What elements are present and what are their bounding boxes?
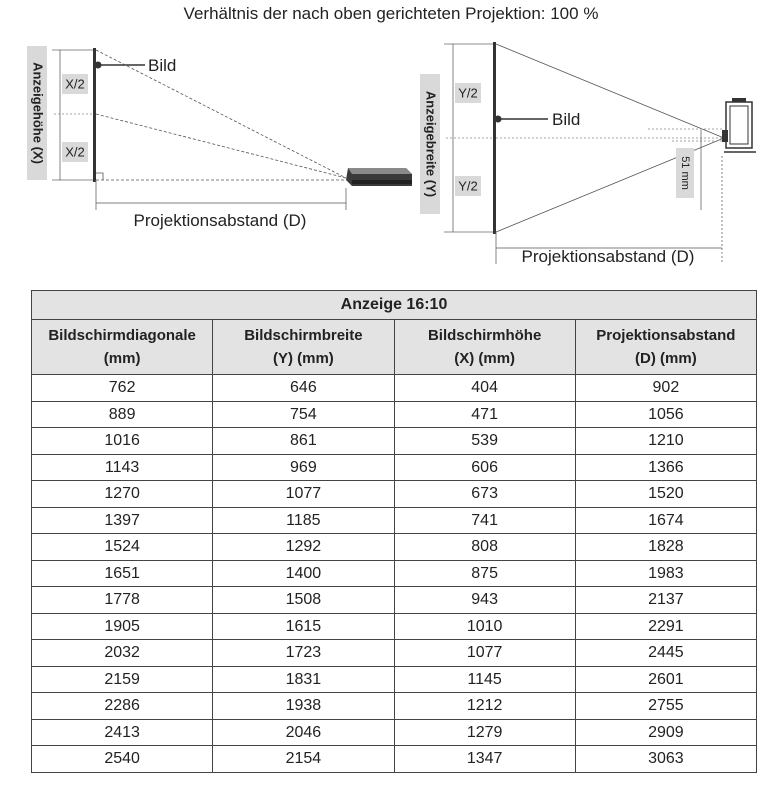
right-screen [493, 42, 496, 234]
table-cell: 1828 [575, 534, 756, 561]
table-cell: 2159 [32, 666, 213, 693]
table-row [32, 719, 757, 746]
table-cell: 2601 [575, 666, 756, 693]
left-screen [93, 48, 96, 182]
table-row [32, 613, 757, 640]
table-cell: 1056 [575, 401, 756, 428]
table-cell: 2137 [575, 587, 756, 614]
right-half-top: Y/2 [458, 85, 478, 101]
right-offset-label: 51 mm [679, 156, 692, 190]
left-projector [346, 168, 412, 186]
table-row [32, 666, 757, 693]
table-cell: 1347 [394, 746, 575, 773]
table-cell: 2755 [575, 693, 756, 720]
table-row [32, 375, 757, 402]
column-header [32, 320, 213, 375]
column-header-line1: Projektionsabstand [596, 327, 736, 344]
table-cell: 404 [394, 375, 575, 402]
table-row [32, 534, 757, 561]
column-header-line2: (Y) (mm) [272, 350, 334, 367]
table-cell: 902 [575, 375, 756, 402]
table-cell: 1938 [213, 693, 394, 720]
table-row [32, 401, 757, 428]
left-image-label: Bild [148, 56, 177, 75]
table-cell: 1508 [213, 587, 394, 614]
table-row [32, 640, 757, 667]
table-cell: 1520 [575, 481, 756, 508]
table-cell: 606 [394, 454, 575, 481]
table-row [32, 746, 757, 773]
table-cell: 1651 [32, 560, 213, 587]
column-header-line2: (mm) [103, 350, 141, 367]
column-header-line1: Bildschirmhöhe [427, 327, 542, 344]
table-cell: 2286 [32, 693, 213, 720]
table-cell: 889 [32, 401, 213, 428]
table-cell: 1292 [213, 534, 394, 561]
table-cell: 2032 [32, 640, 213, 667]
right-distance-label: Projektionsabstand (D) [521, 247, 695, 266]
table-cell: 2909 [575, 719, 756, 746]
table-cell: 1143 [32, 454, 213, 481]
table-row [32, 587, 757, 614]
table-cell: 1212 [394, 693, 575, 720]
table-cell: 762 [32, 375, 213, 402]
right-image-label: Bild [552, 110, 581, 129]
right-diagram [420, 42, 756, 266]
table-cell: 1010 [394, 613, 575, 640]
column-header [575, 320, 756, 375]
table-cell: 2291 [575, 613, 756, 640]
left-axis-label: Anzeigehöhe (X) [30, 62, 46, 164]
table-cell: 1145 [394, 666, 575, 693]
table-body [32, 375, 757, 773]
table-cell: 2413 [32, 719, 213, 746]
table-cell: 471 [394, 401, 575, 428]
table-cell: 943 [394, 587, 575, 614]
table-title: Anzeige 16:10 [32, 291, 757, 320]
table-cell: 646 [213, 375, 394, 402]
table-cell: 861 [213, 428, 394, 455]
table-cell: 741 [394, 507, 575, 534]
table-row [32, 454, 757, 481]
table-cell: 1674 [575, 507, 756, 534]
table-cell: 1077 [213, 481, 394, 508]
table-row [32, 693, 757, 720]
table-header-row [32, 320, 757, 375]
left-half-bottom: X/2 [65, 144, 85, 160]
page-title: Verhältnis der nach oben gerichteten Projektion: 100 % [183, 4, 599, 23]
spec-table [31, 290, 757, 773]
right-half-bottom: Y/2 [458, 178, 478, 194]
table-row [32, 560, 757, 587]
left-diagram [27, 46, 412, 230]
column-header-line1: Bildschirmdiagonale [48, 327, 196, 344]
table-cell: 1723 [213, 640, 394, 667]
table-cell: 875 [394, 560, 575, 587]
column-header-line2: (X) (mm) [454, 350, 516, 367]
table-cell: 1185 [213, 507, 394, 534]
table-row [32, 428, 757, 455]
column-header-line2: (D) (mm) [635, 350, 697, 367]
table-cell: 808 [394, 534, 575, 561]
table-cell: 539 [394, 428, 575, 455]
column-header-line1: Bildschirmbreite [244, 327, 363, 344]
table-cell: 2540 [32, 746, 213, 773]
table-cell: 754 [213, 401, 394, 428]
column-header [213, 320, 394, 375]
table-cell: 1524 [32, 534, 213, 561]
table-cell: 1397 [32, 507, 213, 534]
table-cell: 673 [394, 481, 575, 508]
table-cell: 1905 [32, 613, 213, 640]
table-cell: 1077 [394, 640, 575, 667]
table-cell: 2154 [213, 746, 394, 773]
right-projector [722, 98, 756, 152]
table-cell: 1983 [575, 560, 756, 587]
column-header [394, 320, 575, 375]
table-cell: 1210 [575, 428, 756, 455]
table-cell: 3063 [575, 746, 756, 773]
table-cell: 969 [213, 454, 394, 481]
table-row [32, 507, 757, 534]
right-axis-label: Anzeigebreite (Y) [423, 90, 439, 198]
table-cell: 2445 [575, 640, 756, 667]
table-cell: 1016 [32, 428, 213, 455]
left-distance-label: Projektionsabstand (D) [133, 211, 307, 230]
left-half-top: X/2 [65, 76, 85, 92]
table-cell: 1615 [213, 613, 394, 640]
table-cell: 1400 [213, 560, 394, 587]
table-cell: 1366 [575, 454, 756, 481]
table-cell: 1778 [32, 587, 213, 614]
table-row [32, 481, 757, 508]
table-cell: 2046 [213, 719, 394, 746]
table-cell: 1831 [213, 666, 394, 693]
table-cell: 1270 [32, 481, 213, 508]
table-cell: 1279 [394, 719, 575, 746]
projection-diagram [0, 30, 782, 275]
